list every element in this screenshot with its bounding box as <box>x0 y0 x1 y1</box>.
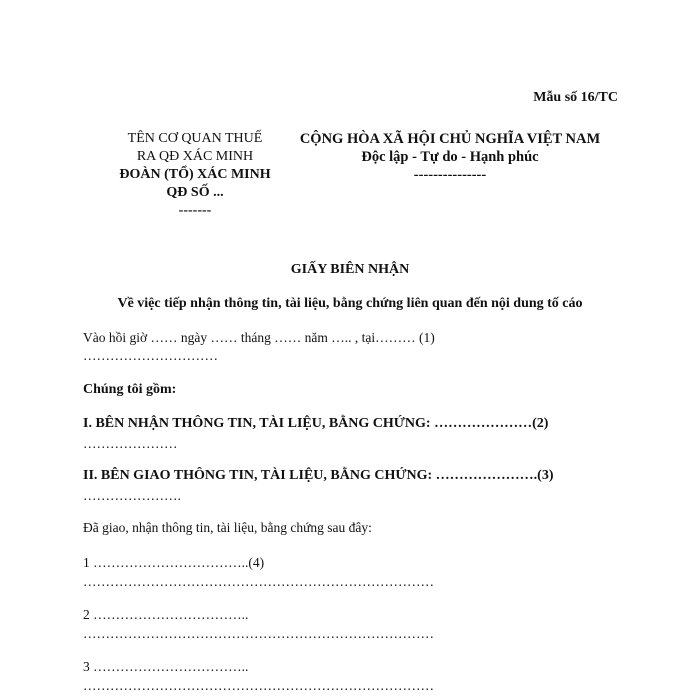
left-header-divider: ------- <box>178 203 212 218</box>
right-header-divider: --------------- <box>413 167 487 183</box>
verification-team: ĐOÀN (TỔ) XÁC MINH <box>119 167 271 182</box>
item-1-cont: …………………………………………………………………… <box>83 574 434 589</box>
delivering-party-section: II. BÊN GIAO THÔNG TIN, TÀI LIỆU, BẰNG CHỨNG: ………………….(3) <box>83 468 554 483</box>
issuing-agency-header <box>85 130 305 220</box>
form-number: Mẫu số 16/TC <box>533 90 618 105</box>
time-place-line-cont: ………………………… <box>83 348 218 363</box>
handover-intro: Đã giao, nhận thông tin, tài liệu, bằng chứng sau đây: <box>83 520 372 535</box>
item-2: 2 …………………………….. <box>83 607 249 622</box>
item-3-cont: …………………………………………………………………… <box>83 678 434 693</box>
agency-name: TÊN CƠ QUAN THUẾ <box>127 131 263 146</box>
decision-number: QĐ SỐ ... <box>166 185 224 200</box>
item-2-cont: …………………………………………………………………… <box>83 626 434 641</box>
document-subtitle: Về việc tiếp nhận thông tin, tài liệu, bằng chứng liên quan đến nội dung tố cáo <box>117 296 583 311</box>
item-3: 3 …………………………….. <box>83 659 249 674</box>
national-motto: Độc lập - Tự do - Hạnh phúc <box>361 149 539 165</box>
receiving-party-cont: ………………… <box>83 436 178 451</box>
country-name: CỘNG HÒA XÃ HỘI CHỦ NGHĨA VIỆT NAM <box>299 131 601 147</box>
national-header <box>285 130 615 184</box>
receiving-party-section: I. BÊN NHẬN THÔNG TIN, TÀI LIỆU, BẰNG CHỨNG: …………………(2) <box>83 416 549 431</box>
time-place-line: Vào hồi giờ …… ngày …… tháng …… năm ….. , tại……… (1) <box>83 330 435 345</box>
document-title: GIẤY BIÊN NHẬN <box>290 262 410 277</box>
we-include-label: Chúng tôi gồm: <box>83 382 177 397</box>
item-1: 1 ……………………………..(4) <box>83 555 265 570</box>
agency-decision: RA QĐ XÁC MINH <box>136 149 254 164</box>
delivering-party-cont: …………………. <box>83 488 181 503</box>
